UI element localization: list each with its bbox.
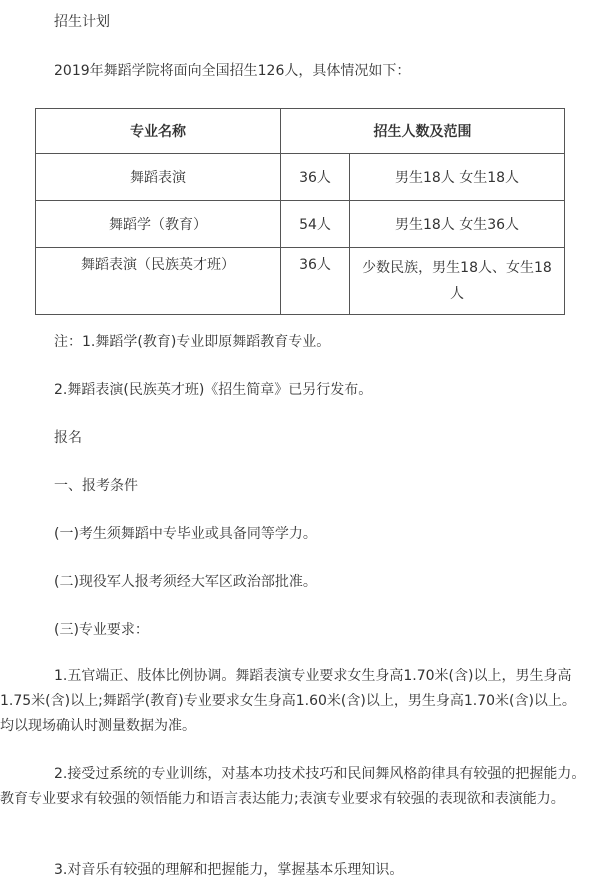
cell-scope: 少数民族，男生18人、女生18人 — [350, 248, 565, 315]
registration-heading: 报名 — [54, 430, 82, 446]
condition-item: (二)现役军人报考须经大军区政治部批准。 — [54, 574, 317, 590]
enrollment-table — [35, 108, 565, 315]
header-major: 专业名称 — [36, 109, 281, 154]
section-heading: 招生计划 — [54, 14, 110, 30]
requirement-paragraph: 2.接受过系统的专业训练，对基本功技术技巧和民间舞风格韵律具有较强的把握能力。教育专业要求有较强的领悟能力和语言表达能力;表演专业要求有较强的表现欲和表演能力。 — [0, 766, 586, 807]
note-1: 注：1.舞蹈学(教育)专业即原舞蹈教育专业。 — [54, 334, 331, 350]
conditions-heading: 一、报考条件 — [54, 478, 138, 494]
requirement-paragraph: 3.对音乐有较强的理解和把握能力，掌握基本乐理知识。 — [54, 862, 404, 878]
note-2: 2.舞蹈表演(民族英才班)《招生简章》已另行发布。 — [54, 382, 373, 398]
header-scope: 招生人数及范围 — [281, 109, 565, 154]
table-row — [36, 201, 565, 248]
table-header-row — [36, 109, 565, 154]
cell-major: 舞蹈表演（民族英才班） — [36, 248, 281, 315]
table-row — [36, 248, 565, 315]
cell-major: 舞蹈学（教育） — [36, 201, 281, 248]
cell-count: 54人 — [281, 201, 350, 248]
requirement-paragraph: 1.五官端正、肢体比例协调。舞蹈表演专业要求女生身高1.70米(含)以上，男生身高1.75米(含)以上;舞蹈学(教育)专业要求女生身高1.60米(含)以上，男生身高1.70米(含)以上。均以现场确认时测量数据为准。 — [0, 668, 576, 734]
condition-item: (一)考生须舞蹈中专毕业或具备同等学力。 — [54, 526, 317, 542]
intro-paragraph: 2019年舞蹈学院将面向全国招生126人，具体情况如下： — [54, 63, 411, 79]
cell-scope: 男生18人 女生18人 — [350, 154, 565, 201]
cell-count: 36人 — [281, 248, 350, 315]
cell-count: 36人 — [281, 154, 350, 201]
condition-item: (三)专业要求： — [54, 622, 149, 638]
table-row — [36, 154, 565, 201]
cell-scope: 男生18人 女生36人 — [350, 201, 565, 248]
cell-major: 舞蹈表演 — [36, 154, 281, 201]
